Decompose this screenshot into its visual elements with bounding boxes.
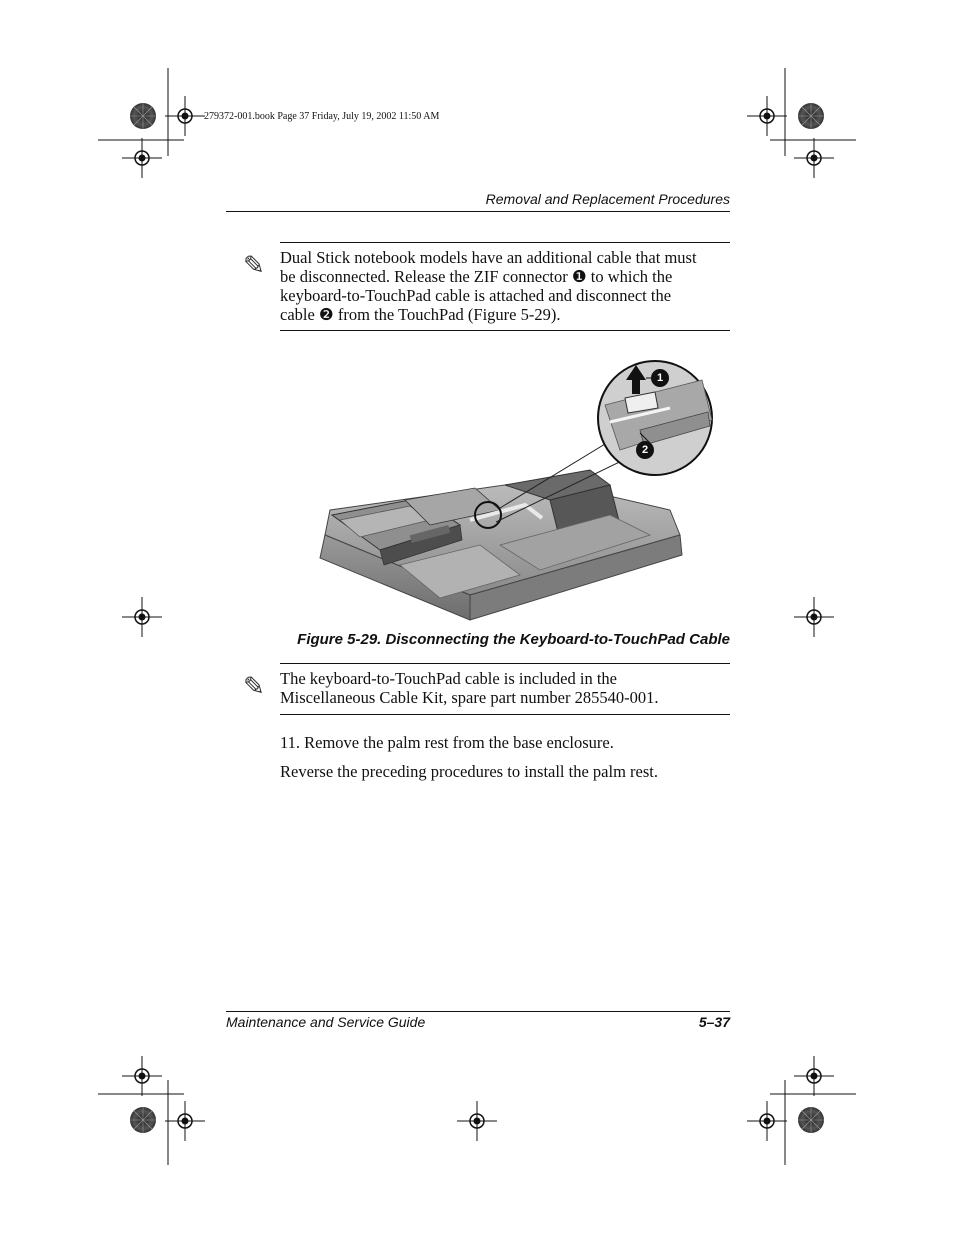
note1-bottom-rule (280, 330, 730, 331)
note1-line: be disconnected. Release the ZIF connector ❶ to which the (280, 267, 673, 286)
step-11: 11. Remove the palm rest from the base enclosure. (280, 733, 614, 752)
note2-text (280, 669, 730, 707)
note1-top-rule (280, 242, 730, 243)
closing-paragraph: Reverse the preceding procedures to install the palm rest. (280, 762, 658, 781)
notebook-base-drawing (310, 350, 730, 625)
figure-illustration (310, 350, 730, 625)
pencil-note-icon: ✎ (243, 251, 265, 280)
note1-line: keyboard-to-TouchPad cable is attached and disconnect the (280, 286, 672, 305)
figure-caption: Figure 5-29. Disconnecting the Keyboard-to-TouchPad Cable (297, 631, 730, 648)
note2-line: The keyboard-to-TouchPad cable is included in the (280, 669, 617, 688)
pencil-note-icon: ✎ (243, 672, 265, 701)
note2-top-rule (280, 663, 730, 664)
note2-line: Miscellaneous Cable Kit, spare part number 285540-001. (280, 688, 659, 707)
note2-bottom-rule (280, 714, 730, 715)
note1-line: Dual Stick notebook models have an additional cable that must (280, 248, 697, 267)
callout-2-label: 2 (641, 444, 649, 456)
note1-line: cable ❷ from the TouchPad (Figure 5-29). (280, 305, 561, 324)
callout-1-label: 1 (656, 372, 664, 384)
page-number: 5–37 (698, 1014, 730, 1030)
footer-title: Maintenance and Service Guide (226, 1014, 426, 1030)
print-info: 279372-001.book Page 37 Friday, July 19, 2002 11:50 AM (204, 111, 440, 122)
note1-text (280, 248, 730, 324)
footer-rule (226, 1011, 730, 1012)
running-header: Removal and Replacement Procedures (485, 191, 730, 207)
header-rule (226, 211, 730, 212)
